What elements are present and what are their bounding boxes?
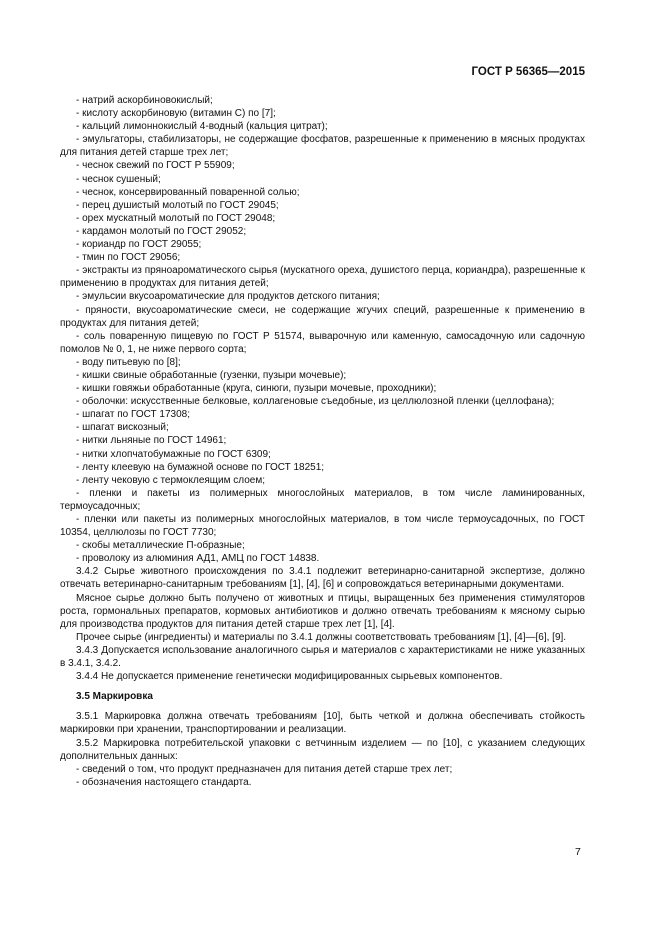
list-item: - воду питьевую по [8]; [76, 356, 181, 368]
list-item: - экстракты из пряноароматического сырья (мускатного ореха, душистого перца, кориандра), разрешенные к применению в продуктах для питания детей; [60, 265, 585, 290]
list-item: - кислоту аскорбиновую (витамин С) по [7]; [76, 108, 276, 120]
list-item: - кардамон молотый по ГОСТ 29052; [76, 225, 247, 237]
list-item: - натрий аскорбиновокислый; [76, 95, 213, 106]
list-item: - ленту клеевую на бумажной основе по ГОСТ 18251; [76, 461, 325, 473]
document-header: ГОСТ Р 56365—2015 [471, 66, 585, 78]
list-item: - скобы металлические П-образные; [76, 540, 245, 552]
paragraph-meat-raw: Мясное сырье должно быть получено от животных и птицы, выращенных без применения стимуляторов роста, гормональных препаратов, кормовых антибиотиков и должно отвечать требованиям к мясному сырью для производства продуктов для питания детей старше трех лет [1], [4]. [60, 592, 585, 630]
list-item: - нитки хлопчатобумажные по ГОСТ 6309; [76, 448, 271, 460]
list-item: - кальций лимоннокислый 4-водный (кальция цитрат); [76, 121, 328, 133]
list-item: - нитки льняные по ГОСТ 14961; [76, 435, 227, 447]
list-item: - обозначения настоящего стандарта. [76, 776, 252, 788]
paragraph-3-4-4: 3.4.4 Не допускается применение генетически модифицированных сырьевых компонентов. [76, 671, 503, 683]
list-item: - шпагат вискозный; [76, 422, 169, 434]
list-item: - эмульгаторы, стабилизаторы, не содержащие фосфатов, разрешенные к применению в мясных продуктах для питания детей старше трех лет; [60, 134, 585, 159]
list-item: - пряности, вкусоароматические смеси, не содержащие жгучих специй, разрешенные к применению в продуктах для питания детей; [60, 304, 585, 329]
list-item: - орех мускатный молотый по ГОСТ 29048; [76, 212, 276, 224]
list-item: - сведений о том, что продукт предназначен для питания детей старше трех лет; [76, 763, 453, 775]
list-item: - ленту чековую с термоклеящим слоем; [76, 474, 265, 486]
list-item: - тмин по ГОСТ 29056; [76, 252, 181, 264]
list-item: - эмульсии вкусоароматические для продуктов детского питания; [76, 291, 380, 303]
list-item: - кишки говяжьи обработанные (круга, синюги, пузыри мочевые, проходники); [76, 383, 437, 395]
list-item: - чеснок сушеный; [76, 173, 161, 185]
list-item: - оболочки: искусственные белковые, коллагеновые съедобные, из целлюлозной пленки (целлофана); [76, 396, 555, 408]
page-number: 7 [575, 846, 581, 858]
list-item: - кориандр по ГОСТ 29055; [76, 239, 202, 251]
paragraph-3-4-3: 3.4.3 Допускается использование аналогичного сырья и материалов с характеристиками не ниже указанных в 3.4.1, 3.4.2. [60, 644, 585, 670]
paragraph-3-4-2: 3.4.2 Сырье животного происхождения по 3.4.1 подлежит ветеринарно-санитарной экспертизе, должно отвечать ветеринарно-санитарным требованиям [1], [4], [6] и сопровождаться ветеринарными документами. [60, 566, 585, 591]
ingredient-list [60, 94, 585, 565]
list-item: - пленки или пакеты из полимерных многослойных материалов, в том числе термоусадочных, по ГОСТ 10354, целлюлозы по ГОСТ 7730; [60, 514, 585, 539]
document-body [60, 94, 585, 789]
list-item: - чеснок свежий по ГОСТ Р 55909; [76, 160, 235, 172]
paragraph-other-raw: Прочее сырье (ингредиенты) и материалы по 3.4.1 должны соответствовать требованиям [1], [4]—[6], [9]. [76, 631, 567, 643]
list-item: - проволоку из алюминия АД1, АМЦ по ГОСТ 14838. [76, 553, 320, 565]
list-item: - перец душистый молотый по ГОСТ 29045; [76, 199, 279, 211]
paragraph-3-5-2: 3.5.2 Маркировка потребительской упаковки с ветчинным изделием — по [10], с указанием следующих дополнительных данных: [60, 737, 585, 762]
list-item: - кишки свиные обработанные (гузенки, пузыри мочевые); [76, 369, 347, 381]
paragraph-3-5-1: 3.5.1 Маркировка должна отвечать требованиям [10], быть четкой и должна обеспечивать стойкость маркировки при хранении, транспортировании и реализации. [60, 711, 585, 736]
list-item: - пленки и пакеты из полимерных многослойных материалов, в том числе ламинированных, термоусадочных; [60, 487, 585, 512]
section-heading: 3.5 Маркировка [76, 691, 153, 703]
list-item: - шпагат по ГОСТ 17308; [76, 409, 190, 421]
list-item: - чеснок, консервированный поваренной солью; [76, 186, 300, 198]
list-item: - соль поваренную пищевую по ГОСТ Р 51574, выварочную или каменную, самосадочную или садочную помолов № 0, 1, не ниже первого сорта; [60, 330, 585, 355]
